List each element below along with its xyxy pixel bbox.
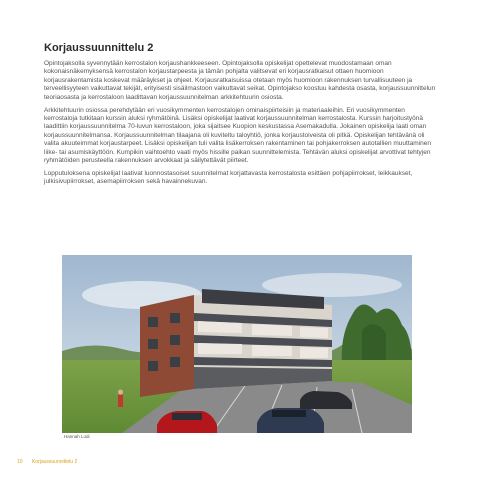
page-title: Korjaussuunnittelu 2 [44,42,154,54]
body-text [44,60,436,191]
running-title: Korjaussuunnittelu 2 [31,459,78,465]
paragraph-2: Arkkitehtuurin osiossa perehdytään eri vuosikymmenten kerrostalojen ominaispiirteisiin ja materiaaleihin. Eri vuosikymmenten kerrostaloja tutkitaan kurssin aluksi ryhmätöinä. Lisäksi opiskelijat laativat korjaussuunnitelman kerrostalosta. Kurssin harjoitustyönä laadittiin korjaussuunnitelma 70-luvun kerrostaloon, joka sijaitsee Kuopion keskustassa Asemakadulla. Jokainen opiskelija laati oman korjaussuunnitelmansa. Korjaussuunnitelman tilaajana oli kuviteltu taloyhtiö, jonka korjaustoiveista oli pitkä. Opiskelijan tehtävänä oli valita akuuteimmat korjaustarpeet. Lisäksi opiskelijan tuli valita lisäkerroksen rakentaminen tai pohjakerroksen autotallien muuttaminen liike- tai asumiskäyttöön. Kumpikin vaihtoehto vaati myös hissille paikan suunnittelemista. Tehtävän aluksi opiskelijat arvottivat tehtyjen ryhmätöiden perusteella rakennuksen arvokkaat ja säilytettävät piirteet. [44,106,431,165]
building-rendering-image [62,255,412,433]
page-footer [17,459,77,465]
paragraph-1: Opintojaksolla syvennytään kerrostalon korjaushankkeeseen. Opintojaksolla opiskelijat opettelevat muodostamaan oman kokonaisnäkemyksensä kerrostalon korjaustarpeesta ja tämän pohjalta valitsevat eri korjausratkaisut ottaen huomioon korjausrakentamista koskevat määräykset ja ohjeet. Korjausratkaisuissa otetaan myös huomioon rakennuksen turvallisuuteen ja terveellisyyteen vaikuttavat tekijät, erityisesti sisäilmastoon vaikuttavat seikat. Opintojakso koostuu kahdesta osasta, korjaussuunnittelun teoriaosasta ja kerrostaloon laadittavan korjaussuunnitelman arkkitehtuurin osiosta. [44,60,436,101]
image-caption: Hannah Lodi [64,434,90,439]
paragraph-3: Lopputuloksena opiskelijat laativat luonnostasoiset suunnitelmat korjattavasta kerrostalosta esittäen pohjapiirrokset, leikkaukset, julkisivupiirrokset, asemapiirroksen sekä havainnekuvan. [44,170,413,186]
page-number: 10 [17,459,23,465]
